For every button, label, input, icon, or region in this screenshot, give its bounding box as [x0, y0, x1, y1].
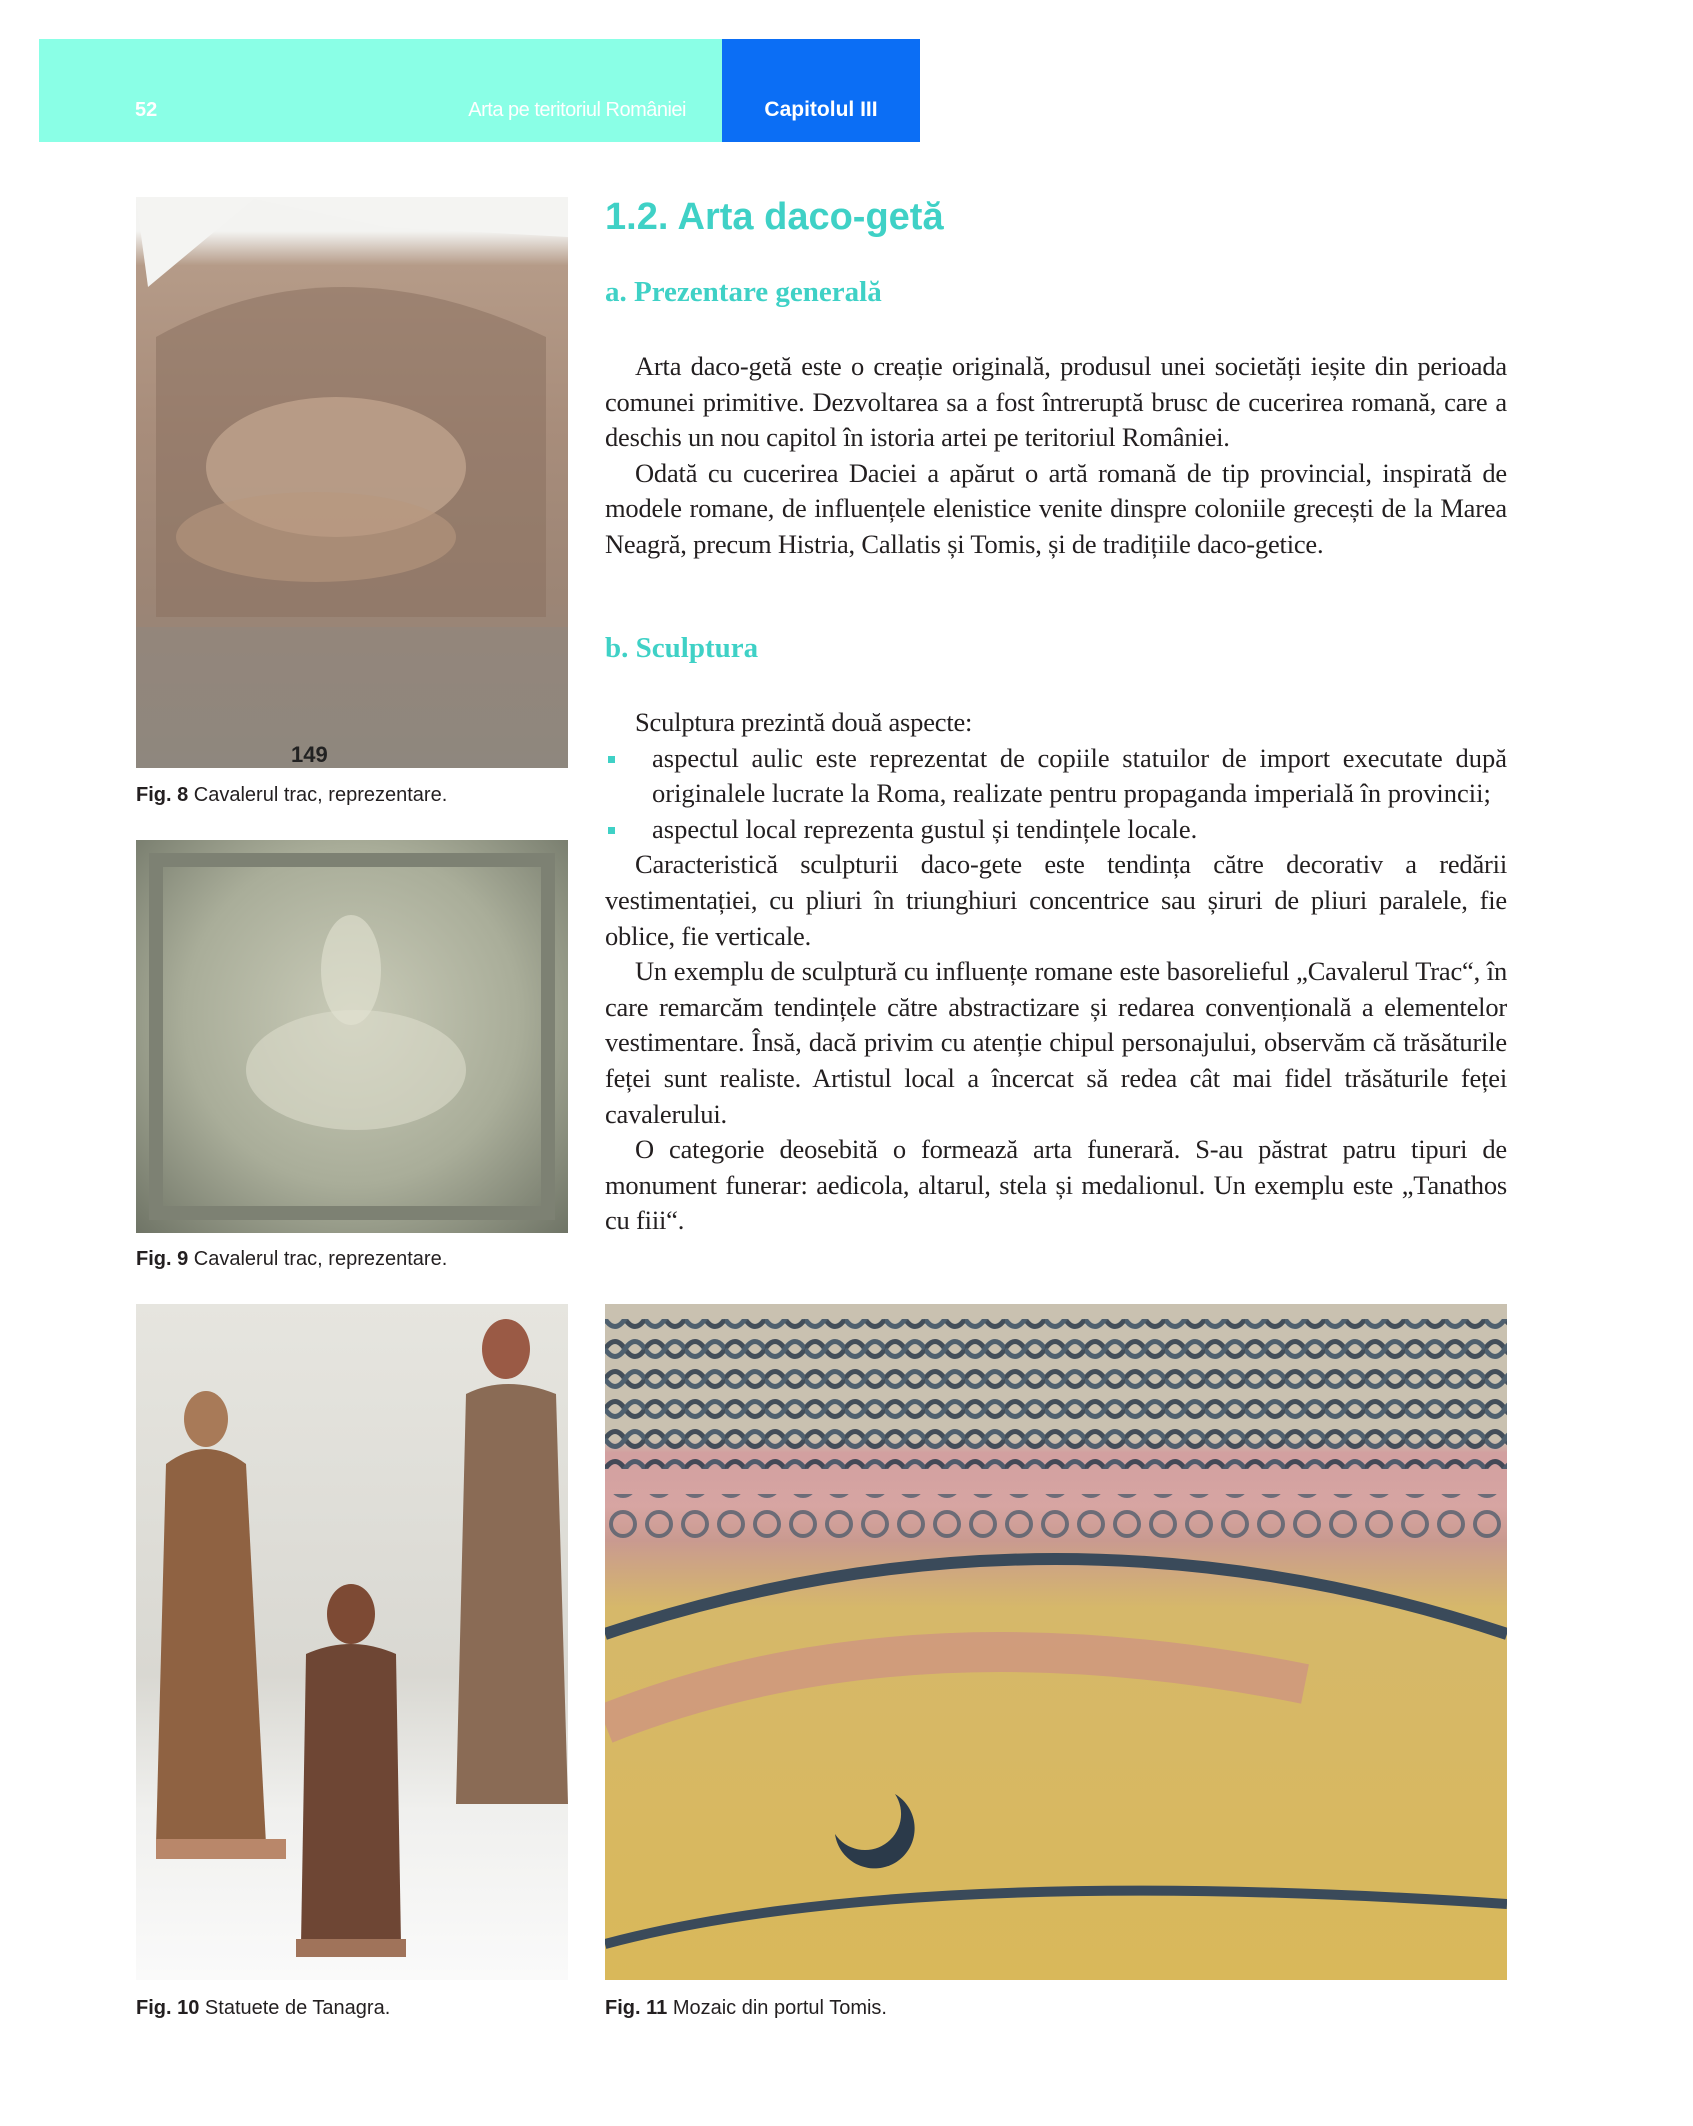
- fig-caption-text: Cavalerul trac, reprezentare.: [193, 784, 448, 806]
- fig10-caption: [136, 1997, 390, 2020]
- fig10-image: [136, 1304, 568, 1980]
- fig-caption-text: Statuete de Tanagra.: [204, 1997, 391, 2019]
- list-item: aspectul local reprezenta gustul și tendințele locale.: [605, 812, 1507, 848]
- fig-label: Fig. 10: [136, 1997, 200, 2019]
- subsection-a-title: a. Prezentare generală: [605, 276, 882, 308]
- section-title: 1.2. Arta daco-getă: [605, 196, 944, 238]
- chapter-label: Capitolul III: [764, 98, 878, 121]
- subsection-b-body: [605, 705, 1507, 1239]
- list-item: aspectul aulic este reprezentat de copiile statuilor de import executate după originalele lucrate la Roma, realizate pentru propaganda imperială în provincii;: [605, 741, 1507, 812]
- page-number: 52: [135, 99, 158, 121]
- relief-rider-drawing: [136, 840, 568, 1233]
- fig9-caption: [136, 1248, 447, 1271]
- fig-label: Fig. 9: [136, 1248, 189, 1270]
- fig-label: Fig. 11: [605, 1997, 668, 2019]
- fig11-caption: [605, 1997, 887, 2020]
- fig9-image: [136, 840, 568, 1233]
- chapter-tab: [722, 39, 920, 142]
- tanagra-statuettes-drawing: [136, 1304, 568, 1980]
- fig8-caption: [136, 784, 447, 807]
- header-band: [39, 39, 722, 142]
- fig-caption-text: Mozaic din portul Tomis.: [672, 1997, 887, 2019]
- aspects-list: [605, 741, 1507, 848]
- fig8-image: [136, 197, 568, 768]
- intro: Sculptura prezintă două aspecte:: [635, 707, 973, 737]
- paragraph: Arta daco-getă este o creație originală, produsul unei societăți ieșite din perioada comunei primitive. Dezvoltarea sa a fost întreruptă brusc de cucerirea romană, care a deschis un nou capitol în istoria artei pe teritoriul României.: [605, 351, 1507, 453]
- subsection-a-body: [605, 349, 1507, 563]
- inscription-number: 149: [291, 742, 328, 767]
- relief-stele-drawing: [136, 197, 568, 768]
- paragraph: Un exemplu de sculptură cu influențe romane este basorelieful „Cavalerul Trac“, în care remarcăm tendințele către abstractizare și redarea convențională a elementelor vestimentare. Însă, dacă privim cu atenție chipul personajului, observăm că trăsăturile feței sunt realiste. Artistul local a încercat să redea cât mai fidel trăsăturile feței cavalerului.: [605, 956, 1507, 1129]
- fig-caption-text: Cavalerul trac, reprezentare.: [193, 1248, 448, 1270]
- fig-label: Fig. 8: [136, 784, 189, 806]
- running-title: Arta pe teritoriul României: [468, 99, 686, 121]
- subsection-b-title: b. Sculptura: [605, 632, 759, 664]
- fig11-image: [605, 1304, 1507, 1980]
- paragraph: O categorie deosebită o formează arta funerară. S-au păstrat patru tipuri de monument funerar: aedicola, altarul, stela și medalionul. Un exemplu este „Tanathos cu fiii“.: [605, 1134, 1507, 1236]
- paragraph: Odată cu cucerirea Daciei a apărut o artă romană de tip provincial, inspirată de modele romane, de influențele elenistice venite dinspre coloniile grecești de la Marea Neagră, precum Histria, Callatis și Tomis, și de tradițiile daco-getice.: [605, 457, 1507, 559]
- mosaic-drawing: [605, 1304, 1507, 1980]
- paragraph: Caracteristică sculpturii daco-gete este tendința către decorativ a redării vestimentației, cu pliuri în triunghiuri concentrice sau șiruri de pliuri paralele, fie oblice, fie verticale.: [605, 849, 1507, 951]
